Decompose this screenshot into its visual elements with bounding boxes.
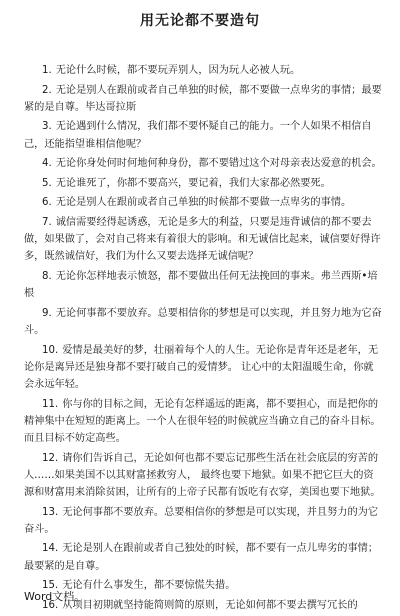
item-number: 12.: [42, 452, 59, 464]
list-item: [24, 82, 382, 116]
item-number: 4.: [42, 158, 52, 170]
item-text: 请你们告诉自己，无论如何也都不要忘记那些生活在社会底层的穷苦的人……如果美国不以其财富拯救穷人， 最终也要下地狱。如果不把它巨大的资源和财富用来消除贫困，让所有的上帝子民都有饭吃有衣穿，美国也要下地狱。: [24, 452, 381, 498]
item-text: 无论是别人在跟前或者自己独处的时候，都不要有一点儿卑劣的事情；最要紧的是自尊。: [24, 543, 379, 572]
item-number: 2.: [42, 84, 52, 96]
item-number: 14.: [42, 543, 59, 555]
item-text: 无论遇到什么情况，我们都不要怀疑自己的能力。一个人如果不相信自己，还能指望谁相信他呢？: [24, 121, 372, 150]
item-number: 16.: [42, 599, 59, 611]
list-item: [24, 450, 382, 502]
list-item: [24, 194, 382, 211]
item-number: 15.: [42, 580, 59, 592]
list-item: [24, 540, 382, 574]
list-item: [24, 268, 382, 302]
item-number: 10.: [42, 344, 59, 356]
item-number: 5.: [42, 177, 52, 189]
item-number: 13.: [42, 506, 59, 518]
sentence-list: [24, 62, 382, 616]
item-text: 无论是别人在跟前或者自己单独的时候都不要做一点卑劣的事情。: [55, 197, 352, 209]
item-text: 无论有什么事发生，都不要惊慌失措。: [62, 580, 236, 592]
document-title: 用无论都不要造句: [140, 13, 260, 29]
item-text: 无论何事都不要放弃。总要相信你的梦想是可以实现，并且努力地为它奋斗。: [24, 307, 382, 336]
item-text: 从项目初期就坚持能简则简的原则，无论如何都不要去撰写冗长的: [62, 599, 358, 611]
item-number: 11.: [42, 398, 59, 410]
list-item: [24, 118, 382, 152]
item-text: 无论什么时候，都不要玩弄别人，因为玩人必被人玩。: [55, 65, 301, 76]
footer-text: Word文档。: [24, 590, 86, 603]
list-item: [24, 155, 382, 172]
item-number: 6.: [42, 197, 52, 209]
list-item: [24, 305, 382, 339]
item-text: 你与你的目标之间，无论有怎样遥远的距离，都不要担心，而是把你的精神集中在短短的距离上。一个人在很年轻的时候就应当确立自己的奋斗目标。而且目标不妨定高些。: [24, 398, 381, 444]
list-item: [24, 175, 382, 192]
list-item: [24, 214, 382, 266]
list-item: [24, 504, 382, 538]
list-item: [24, 62, 382, 79]
item-number: 1.: [42, 65, 52, 76]
item-text: 无论是别人在跟前或者自己单独的时候，都不要做一点卑劣的事情；最要紧的是自尊。毕达哥拉斯: [24, 84, 382, 113]
item-number: 3.: [42, 121, 52, 133]
item-number: 9.: [42, 307, 52, 319]
item-text: 无论你怎样地表示愤怒，都不要做出任何无法挽回的事来。弗兰西斯•培根: [24, 270, 378, 300]
item-number: 8.: [42, 270, 52, 282]
item-text: 无论你身处何时何地何种身份，都不要错过这个对母亲表达爱意的机会。: [55, 158, 382, 170]
list-item: [24, 342, 382, 394]
list-item: [24, 396, 382, 448]
item-text: 诚信需要经得起诱惑，无论是多大的利益，只要是违背诚信的都不要去做，如果做了，会对自己将来有着很大的影响。和无诚信比起来，诚信要好得许多，既然诚信好，我们为什么又要去选择无诚信呢？: [24, 216, 381, 263]
item-text: 无论何事都不要放弃。总要相信你的梦想是可以实现，并且努力的为它奋斗。: [24, 506, 379, 535]
item-number: 7.: [42, 216, 52, 228]
item-text: 无论谁死了，你都不要高兴，要记着，我们大家都必然要死。: [55, 177, 331, 189]
item-text: 爱情是最美好的梦，壮丽着每个人的人生。无论你是青年还是老年，无论你是离异还是独身都不要打破自己的爱情梦。 让心中的太阳温暖生命，你就会永远年轻。: [24, 344, 379, 390]
